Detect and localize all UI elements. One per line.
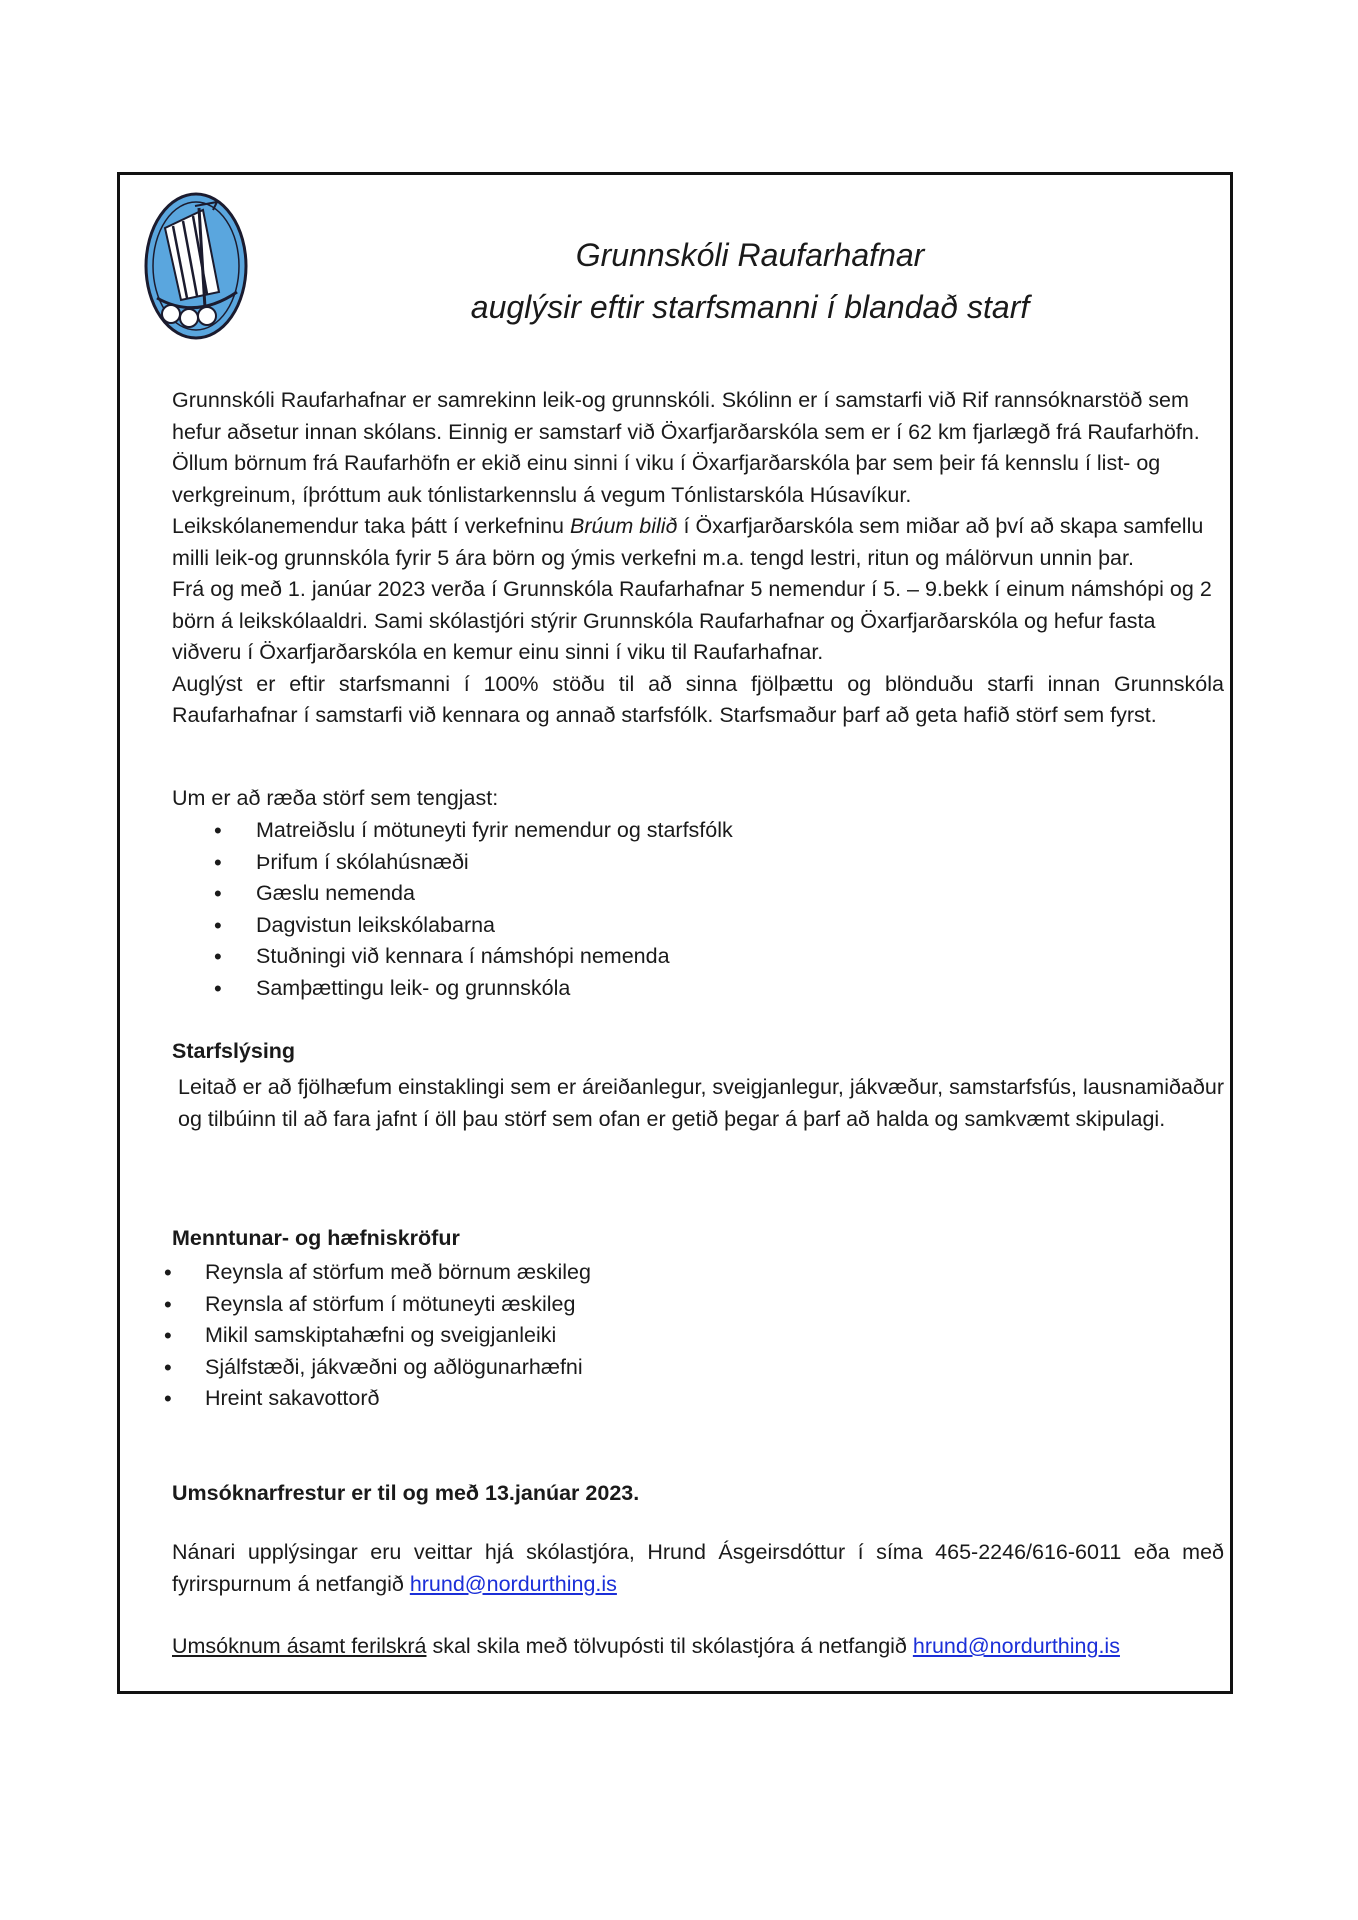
intro-paragraph-4: Auglýst er eftir starfsmanni í 100% stöðu til að sinna fjölþættu og blönduðu starfi innan Grunnskóla Raufarhafnar í samstarfi við kennara og annað starfsfólk. Starfsmaður þarf að geta hafið störf sem fyrst.: [172, 671, 1224, 727]
intro-paragraph-2: [172, 511, 1224, 574]
contact-paragraph: [172, 1537, 1224, 1600]
list-item: • Reynsla af störfum með börnum æskileg: [172, 1257, 1224, 1289]
email-link[interactable]: hrund@nordurthing.is: [912, 1634, 1120, 1658]
intro-paragraph-3: Frá og með 1. janúar 2023 verða í Grunnskóla Raufarhafnar 5 nemendur í 5. – 9.bekk í einum námshópi og 2 börn á leikskólaaldri. Sami skólastjóri stýrir Grunnskóla Raufarhafnar og Öxarfjarðarskóla og hefur fasta viðveru í Öxarfjarðarskóla en kemur einu sinni í viku til Raufarhafnar.: [172, 577, 1212, 664]
email-link[interactable]: hrund@nordurthing.is: [409, 1571, 617, 1596]
list-item: • Hreint sakavottorð: [172, 1383, 1224, 1415]
intro-paragraph-1: Grunnskóli Raufarhafnar er samrekinn leik-og grunnskóli. Skólinn er í samstarfi við Rif rannsóknarstöð sem hefur aðsetur innan skólans. Einnig er samstarf við Öxarfjarðarskóla sem er í 62 km fjarlægð frá Raufarhöfn. Öllum börnum frá Raufarhöfn er ekið einu sinni í viku í Öxarfjarðarskóla þar sem þeir fá kennslu í list- og verkgreinum, íþróttum auk tónlistarkennslu á vegum Tónlistarskóla Húsavíkur.: [172, 388, 1200, 507]
application-text: skal skila með tölvupósti til skólastjóra á netfangið: [426, 1634, 913, 1658]
school-logo-icon: [143, 188, 249, 340]
contact-text: Nánari upplýsingar eru veittar hjá skólastjóra, Hrund Ásgeirsdóttur í síma 465-2246/616-6011 eða með fyrirspurnum á netfangið: [172, 1540, 1224, 1596]
deadline-text: Umsóknarfrestur er til og með 13.janúar 2023.: [172, 1481, 640, 1505]
requirements-list: [172, 1257, 1224, 1415]
list-item: • Þrifum í skólahúsnæði: [172, 847, 1224, 879]
description-heading: Starfslýsing: [172, 1039, 296, 1063]
list-item: • Stuðningi við kennara í námshópi nemenda: [172, 941, 1224, 973]
list-item: • Gæslu nemenda: [172, 878, 1224, 910]
list-item: • Samþættingu leik- og grunnskóla: [172, 973, 1224, 1005]
intro-section: [172, 385, 1224, 732]
title-line-2: auglýsir eftir starfsmanni í blandað starf: [470, 289, 1030, 325]
list-item: • Mikil samskiptahæfni og sveigjanleiki: [172, 1320, 1224, 1352]
description-text: Leitað er að fjölhæfum einstaklingi sem er áreiðanlegur, sveigjanlegur, jákvæður, samstarfsfús, lausnamiðaður og tilbúinn til að fara jafnt í öll þau störf sem ofan er getið þegar á þarf að halda og samkvæmt skipulagi.: [178, 1075, 1224, 1131]
duties-list: [172, 815, 1224, 1004]
requirements-heading: Menntunar- og hæfniskröfur: [172, 1226, 460, 1250]
list-item: • Reynsla af störfum í mötuneyti æskileg: [172, 1289, 1224, 1321]
application-paragraph: [172, 1631, 1224, 1663]
intro-p2-start: Leikskólanemendur taka þátt í verkefninu: [172, 514, 570, 538]
title-line-1: Grunnskóli Raufarhafnar: [575, 237, 925, 273]
list-item: • Sjálfstæði, jákvæðni og aðlögunarhæfni: [172, 1352, 1224, 1384]
list-item: • Matreiðslu í mötuneyti fyrir nemendur og starfsfólk: [172, 815, 1224, 847]
project-name: Brúum bilið: [569, 514, 678, 538]
intro-p2-end: í Öxarfjarðarskóla sem miðar að því að skapa samfellu milli leik-og grunnskóla fyrir 5 ára börn og ýmis verkefni m.a. tengd lestri, ritun og málörvun unnin þar.: [172, 514, 1204, 570]
application-underlined-text: Umsóknum ásamt ferilskrá: [172, 1634, 427, 1658]
duties-heading: Um er að ræða störf sem tengjast:: [172, 786, 499, 810]
list-item: • Dagvistun leikskólabarna: [172, 910, 1224, 942]
